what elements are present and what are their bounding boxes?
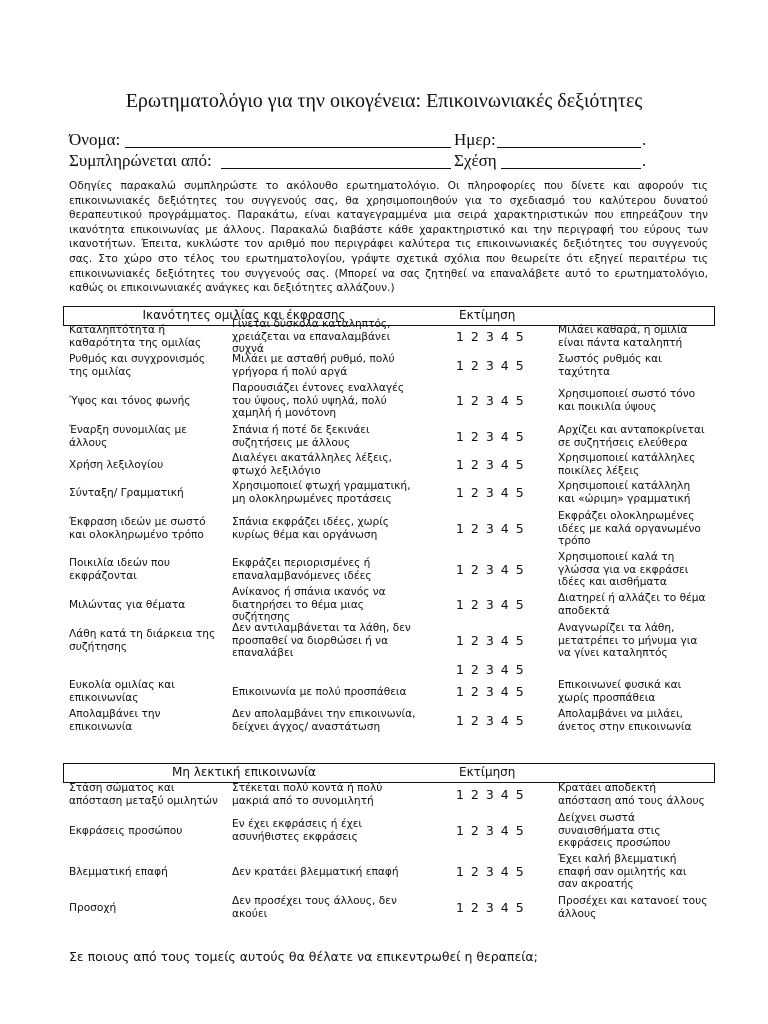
section2-row — [69, 852, 709, 892]
trait-label: Σύνταξη/ Γραμματική — [69, 486, 184, 499]
high-description: Απολαμβάνει να μιλάει, άνετος στην επικοινωνία — [558, 708, 692, 733]
rating-scale[interactable]: 1 2 3 4 5 — [456, 561, 524, 577]
low-description: Σπάνια ή ποτέ δε ξεκινάει συζητήσεις με άλλους — [232, 424, 370, 449]
name-label: Όνομα: — [69, 130, 121, 149]
trait-label: Έκφραση ιδεών με σωστό και ολοκληρωμένο τρόπο — [69, 516, 206, 541]
relation-label: Σχέση — [454, 151, 497, 170]
high-description: Σωστός ρυθμός και ταχύτητα — [558, 353, 662, 378]
trait-label: Βλεμματική επαφή — [69, 865, 168, 878]
trait-label: Εκφράσεις προσώπου — [69, 824, 183, 837]
section1-row — [69, 381, 709, 421]
section1-row — [69, 509, 709, 549]
high-description: Έχει καλή βλεμματική επαφή σαν ομιλητής και σαν ακροατής — [558, 853, 687, 891]
name-field[interactable] — [125, 130, 451, 148]
section1-row — [69, 479, 709, 507]
section1-row — [69, 550, 709, 590]
trait-label: Έναρξη συνομιλίας με άλλους — [69, 424, 187, 449]
high-description: Χρησιμοποιεί κατάλληλη και «ώριμη» γραμματική — [558, 480, 691, 505]
section1-row — [69, 678, 709, 706]
high-description: Μιλάει καθαρά, η ομιλία είναι πάντα καταληπτή — [558, 324, 688, 349]
trait-label: Ποικιλία ιδεών που εκφράζονται — [69, 557, 171, 582]
rating-scale[interactable]: 1 2 3 4 5 — [456, 520, 524, 536]
high-description: Προσέχει και κατανοεί τους άλλους — [558, 895, 708, 920]
section1-row — [69, 318, 709, 356]
rating-scale[interactable]: 1 2 3 4 5 — [456, 357, 524, 373]
low-description: Εν έχει εκφράσεις ή έχει ασυνήθιστες εκφράσεις — [232, 818, 363, 843]
instructions: Οδηγίες παρακαλώ συμπληρώστε το ακόλουθο ερωτηματολόγιο. Οι πληροφορίες που δίνετε και αφορούν τις επικοινωνιακές δεξιότητες του συγγενούς σας, θα χρησιμοποιηθούν για το σχεδιασμό του καλύτερου δυνατού θεραπευτικού προγράμματος. Παρακάτω, είναι καταγεγραμμένα μια σειρά χαρακτηριστικών που επηρεάζουν την ικανότητα επικοινωνίας με άλλους. Παρακαλώ διαβάστε κάθε χαρακτηριστικό και την περιγραφή του εύρους των ικανοτήτων. Έπειτα, κυκλώστε τον αριθμό που περιγράφει καλύτερα τις επικοινωνιακές δεξιότητες του συγγενούς σας. Στο χώρο στο τέλος του ερωτηματολογίου, γράψτε σχετικά σχόλια που θεωρείτε ότι εξηγεί περαιτέρω τις επικοινωνιακές δεξιότητες του συγγενούς σας. (Μπορεί να σας ζητηθεί να επαναλάβετε αυτό το ερωτηματολόγιο, καθώς οι επικοινωνιακές ανάγκες και δεξιότητες αλλάζουν.) — [69, 180, 708, 295]
low-description: Γίνεται δύσκολα καταληπτός, χρειάζεται να επαναλαμβάνει συχνά — [232, 318, 391, 356]
low-description: Δεν κρατάει βλεμματική επαφή — [232, 865, 399, 878]
section2-row — [69, 894, 709, 922]
name-date-row — [69, 130, 649, 152]
rating-scale[interactable]: 1 2 3 4 5 — [456, 456, 524, 472]
rating-scale[interactable]: 1 2 3 4 5 — [456, 661, 524, 677]
section1-row — [69, 586, 709, 624]
section2-heading: Μη λεκτική επικοινωνία — [172, 765, 316, 779]
rating-scale[interactable]: 1 2 3 4 5 — [456, 632, 524, 648]
page-title: Ερωτηματολόγιο για την οικογένεια: Επικοινωνιακές δεξιότητες — [125, 90, 643, 112]
section1-heading: Ικανότητες ομιλίας και έκφρασης — [142, 308, 346, 322]
section2-row — [69, 781, 709, 809]
section1-rating-heading: Εκτίμηση — [459, 308, 516, 322]
rating-scale[interactable]: 1 2 3 4 5 — [456, 899, 524, 915]
low-description: Δεν προσέχει τους άλλους, δεν ακούει — [232, 895, 397, 920]
high-description: Διατηρεί ή αλλάζει το θέμα αποδεκτά — [558, 592, 706, 617]
rating-scale[interactable]: 1 2 3 4 5 — [456, 822, 524, 838]
high-description: Χρησιμοποιεί σωστό τόνο και ποικιλία ύψους — [558, 388, 696, 413]
trait-label: Χρήση λεξιλογίου — [69, 458, 164, 471]
trait-label: Προσοχή — [69, 901, 117, 914]
date-label: Ημερ: — [454, 130, 496, 149]
rating-scale[interactable]: 1 2 3 4 5 — [456, 392, 524, 408]
section1-row — [69, 451, 709, 479]
high-description: Εκφράζει ολοκληρωμένες ιδέες με καλά οργανωμένο τρόπο — [558, 510, 701, 548]
section1-row — [69, 423, 709, 451]
trait-label: Ρυθμός και συγχρονισμός της ομιλίας — [69, 353, 206, 378]
trait-label: Μιλώντας για θέματα — [69, 598, 186, 611]
rating-scale[interactable]: 1 2 3 4 5 — [456, 428, 524, 444]
trait-label: Ευκολία ομιλίας και επικοινωνίας — [69, 679, 175, 704]
high-description: Χρησιμοποιεί κατάλληλες ποικίλες λέξεις — [558, 452, 696, 477]
low-description: Δεν αντιλαμβάνεται τα λάθη, δεν προσπαθεί να διορθώσει ή να επαναλάβει — [232, 622, 411, 660]
rating-scale[interactable]: 1 2 3 4 5 — [456, 328, 524, 344]
trait-label: Στάση σώματος και απόσταση μεταξύ ομιλητών — [69, 782, 218, 807]
rating-scale[interactable]: 1 2 3 4 5 — [456, 596, 524, 612]
trait-label: Ύψος και τόνος φωνής — [69, 394, 191, 407]
low-description: Χρησιμοποιεί φτωχή γραμματική, μη ολοκληρωμένες προτάσεις — [232, 480, 411, 505]
high-description: Επικοινωνεί φυσικά και χωρίς προσπάθεια — [558, 679, 682, 704]
completed-by-label: Συμπληρώνεται από: — [69, 151, 212, 170]
trait-label: Καταληπτότητα ή καθαρότητα της ομιλίας — [69, 324, 202, 349]
therapy-question: Σε ποιους από τους τομείς αυτούς θα θέλατε να επικεντρωθεί η θεραπεία; — [69, 949, 538, 964]
high-description: Αναγνωρίζει τα λάθη, μετατρέπει το μήνυμα για να γίνει καταληπτός — [558, 622, 698, 660]
trait-label: Απολαμβάνει την επικοινωνία — [69, 708, 161, 733]
low-description: Παρουσιάζει έντονες εναλλαγές του ύψους, πολύ υψηλά, πολύ χαμηλή ή μονότονη — [232, 382, 405, 420]
section2-rating-heading: Εκτίμηση — [459, 765, 516, 779]
relation-end-dot: . — [642, 151, 647, 170]
trait-label: Λάθη κατά τη διάρκεια της συζήτησης — [69, 628, 216, 653]
low-description: Εκφράζει περιορισμένες ή επαναλαμβανόμενες ιδέες — [232, 557, 372, 582]
section1-row — [69, 662, 709, 678]
high-description: Δείχνει σωστά συναισθήματα στις εκφράσεις προσώπου — [558, 812, 671, 850]
rating-scale[interactable]: 1 2 3 4 5 — [456, 484, 524, 500]
low-description: Διαλέγει ακατάλληλες λέξεις, φτωχό λεξιλόγιο — [232, 452, 392, 477]
section2-header — [63, 763, 715, 783]
section2-row — [69, 814, 709, 848]
low-description: Ανίκανος ή σπάνια ικανός να διατηρήσει το θέμα μιας συζήτησης — [232, 586, 386, 624]
high-description: Κρατάει αποδεκτή απόσταση από τους άλλους — [558, 782, 705, 807]
completed-by-field[interactable] — [221, 151, 451, 169]
rating-scale[interactable]: 1 2 3 4 5 — [456, 786, 524, 802]
high-description: Αρχίζει και ανταποκρίνεται σε συζητήσεις ελεύθερα — [558, 424, 705, 449]
relation-field[interactable] — [501, 151, 641, 169]
low-description: Στέκεται πολύ κοντά ή πολύ μακριά από το συνομιλητή — [232, 782, 383, 807]
completed-relation-row — [69, 151, 649, 173]
low-description: Σπάνια εκφράζει ιδέες, χωρίς κυρίως θέμα και οργάνωση — [232, 516, 390, 541]
date-field[interactable] — [497, 130, 641, 148]
date-end-dot: . — [642, 130, 647, 149]
section1-row — [69, 620, 709, 662]
rating-scale[interactable]: 1 2 3 4 5 — [456, 683, 524, 699]
rating-scale[interactable]: 1 2 3 4 5 — [456, 712, 524, 728]
section1-row — [69, 352, 709, 380]
low-description: Επικοινωνία με πολύ προσπάθεια — [232, 685, 407, 698]
low-description: Δεν απολαμβάνει την επικοινωνία, δείχνει άγχος/ αναστάτωση — [232, 708, 416, 733]
high-description: Χρησιμοποιεί καλά τη γλώσσα για να εκφράσει ιδέες και αισθήματα — [558, 551, 689, 589]
section1-row — [69, 707, 709, 735]
low-description: Μιλάει με ασταθή ρυθμό, πολύ γρήγορα ή πολύ αργά — [232, 353, 395, 378]
rating-scale[interactable]: 1 2 3 4 5 — [456, 863, 524, 879]
